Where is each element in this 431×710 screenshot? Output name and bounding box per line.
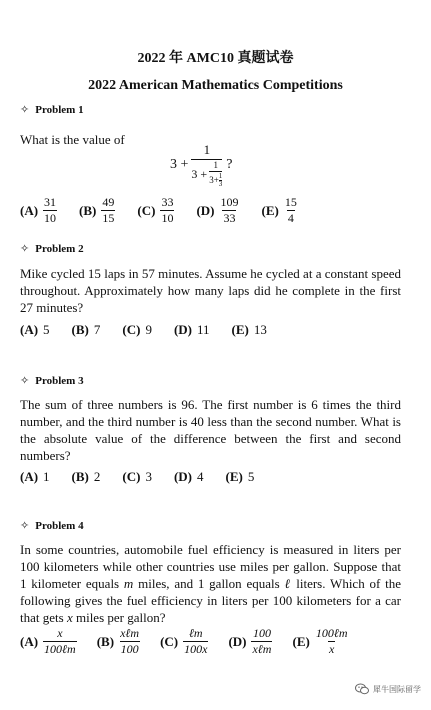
expr-inner-lead: 3 +: [191, 167, 208, 181]
choice-label: (C): [122, 322, 141, 337]
wechat-icon: [355, 683, 369, 695]
choice-den: 100: [120, 642, 139, 656]
choice-label: (D): [173, 322, 192, 337]
watermark: [355, 683, 421, 695]
choice-den: 100ℓm: [44, 642, 76, 656]
choice-label: (A): [20, 633, 39, 649]
choice-fraction: [119, 627, 140, 656]
choice-fraction: [284, 196, 298, 225]
choice-label: (C): [160, 633, 179, 649]
text-part: miles, and 1 gallon equals: [133, 576, 285, 591]
choice-fraction: [315, 627, 349, 656]
diamond-outline-icon: ✧: [20, 104, 30, 116]
problem-4-choices: [20, 627, 415, 656]
problem-1-title-text: Problem 1: [35, 103, 84, 116]
choice-num: 15: [284, 195, 297, 209]
choice-c: [137, 196, 174, 225]
watermark-text: 犀牛国际留学: [373, 684, 421, 694]
choice-den: 33: [223, 211, 236, 225]
problem-2-title-text: Problem 2: [35, 242, 84, 255]
choice-den: 4: [287, 211, 294, 225]
choice-den: xℓm: [252, 642, 272, 656]
choice-fraction: [183, 627, 208, 656]
choice-a: [20, 469, 50, 485]
problem-2-choices: [20, 322, 415, 338]
choice-num: xℓm: [120, 626, 140, 640]
expr-inner-fraction: [209, 161, 222, 188]
choice-label: (B): [71, 469, 89, 484]
problem-1-title: [20, 103, 84, 116]
choice-value: 9: [145, 322, 152, 337]
problem-3-choices: [20, 469, 415, 485]
choice-fraction: [251, 627, 272, 656]
choice-b: [72, 469, 101, 485]
problem-3-text: The sum of three numbers is 96. The first number is 6 times the third number, and the third number is 40 less than the second number. What is the absolute value of the difference between the first and second numbers?: [20, 397, 401, 463]
choice-den: 15: [102, 211, 115, 225]
choice-label: (C): [137, 202, 156, 218]
expr-inner-denominator: [209, 171, 222, 188]
choice-num: 33: [161, 195, 174, 209]
choice-num: x: [57, 626, 63, 640]
expr-innermost-lead: 3+: [209, 175, 219, 185]
choice-fraction: [219, 196, 239, 225]
choice-value: 5: [247, 469, 255, 484]
choice-c: [122, 322, 152, 338]
choice-label: (D): [173, 469, 192, 484]
diamond-outline-icon: ✧: [20, 243, 30, 255]
problem-4-text: [20, 541, 401, 626]
text-part: In some countries, automobile fuel efficiency is measured in liters per 100 kilometers while other countries use miles per gallon. Suppose that 1 kilometer equals: [20, 542, 401, 591]
problem-2-text: Mike cycled 15 laps in 57 minutes. Assume he cycled at a constant speed throughout. Approximately how many laps did he complete in the first 27 minutes?: [20, 266, 401, 315]
choice-num: 100ℓm: [315, 626, 348, 640]
choice-value: 1: [43, 469, 50, 484]
choice-d: [228, 627, 272, 656]
diamond-outline-icon: ✧: [20, 520, 30, 532]
choice-fraction: [160, 196, 174, 225]
page-subtitle: 2022 American Mathematics Competitions: [88, 78, 343, 93]
problem-2-title: [20, 242, 84, 255]
choice-b: [72, 322, 101, 338]
choice-num: 49: [102, 195, 115, 209]
expr-numerator: 1: [203, 142, 211, 157]
choice-num: ℓm: [188, 626, 203, 640]
choice-label: (D): [228, 633, 247, 649]
page-title: 2022 年 AMC10 真题试卷: [137, 51, 294, 66]
choice-d: [174, 469, 204, 485]
choice-num: 109: [220, 195, 239, 209]
choice-d: [196, 196, 239, 225]
problem-1-text: What is the value of: [20, 132, 125, 147]
text-part: miles per gallon?: [72, 610, 166, 625]
choice-fraction: [43, 196, 57, 225]
choice-value: 3: [145, 469, 152, 484]
choice-value: 7: [93, 322, 101, 337]
choice-c: [160, 627, 208, 656]
expr-question-mark: ?: [226, 157, 233, 172]
diamond-outline-icon: ✧: [20, 375, 30, 387]
choice-label: (A): [20, 322, 39, 337]
problem-1-choices: [20, 196, 415, 225]
expr-fraction: [191, 142, 222, 188]
choice-den: 10: [44, 211, 57, 225]
choice-e: [292, 627, 348, 656]
choice-label: (E): [231, 322, 249, 337]
choice-label: (B): [71, 322, 89, 337]
choice-label: (B): [96, 633, 115, 649]
choice-den: 10: [161, 211, 174, 225]
variable-l: ℓ: [284, 576, 292, 591]
choice-value: 2: [93, 469, 101, 484]
choice-label: (A): [20, 469, 39, 484]
choice-value: 13: [253, 322, 267, 337]
choice-label: (E): [292, 633, 310, 649]
choice-a: [20, 322, 50, 338]
expr-inner-numerator: 1: [213, 160, 218, 170]
choice-label: (E): [225, 469, 243, 484]
variable-x: x: [66, 610, 73, 625]
choice-den: x: [329, 642, 335, 656]
choice-label: (E): [261, 202, 279, 218]
problem-1-expression: [170, 142, 232, 188]
choice-num: 31: [44, 195, 57, 209]
choice-fraction: [101, 196, 115, 225]
choice-a: [20, 627, 77, 656]
choice-e: [261, 196, 297, 225]
choice-b: [97, 627, 140, 656]
choice-label: (B): [79, 202, 97, 218]
choice-value: 5: [43, 322, 50, 337]
variable-m: m: [123, 576, 134, 591]
text-part: liters. Which of the following gives the fuel efficiency in liters per 100 kilometers for a car that gets: [20, 576, 402, 625]
choice-c: [122, 469, 152, 485]
choice-label: (A): [20, 202, 39, 218]
choice-e: [232, 322, 267, 338]
choice-d: [174, 322, 210, 338]
expr-innermost-denominator: 3: [218, 180, 223, 188]
choice-e: [225, 469, 254, 485]
choice-fraction: [43, 627, 77, 656]
expr-innermost-fraction: [219, 173, 223, 188]
choice-a: [20, 196, 57, 225]
problem-4-title: [20, 519, 84, 532]
choice-label: (D): [196, 202, 215, 218]
choice-num: 100: [252, 626, 271, 640]
expr-innermost-numerator: 1: [218, 172, 223, 180]
choice-value: 4: [196, 469, 204, 484]
choice-value: 11: [196, 322, 210, 337]
choice-b: [79, 196, 115, 225]
choice-label: (C): [122, 469, 141, 484]
problem-3-title-text: Problem 3: [35, 374, 84, 387]
choice-den: 100x: [184, 642, 208, 656]
problem-3-title: [20, 374, 84, 387]
expr-lead: 3 +: [170, 157, 189, 172]
problem-4-title-text: Problem 4: [35, 519, 84, 532]
expr-denominator: [191, 159, 222, 188]
